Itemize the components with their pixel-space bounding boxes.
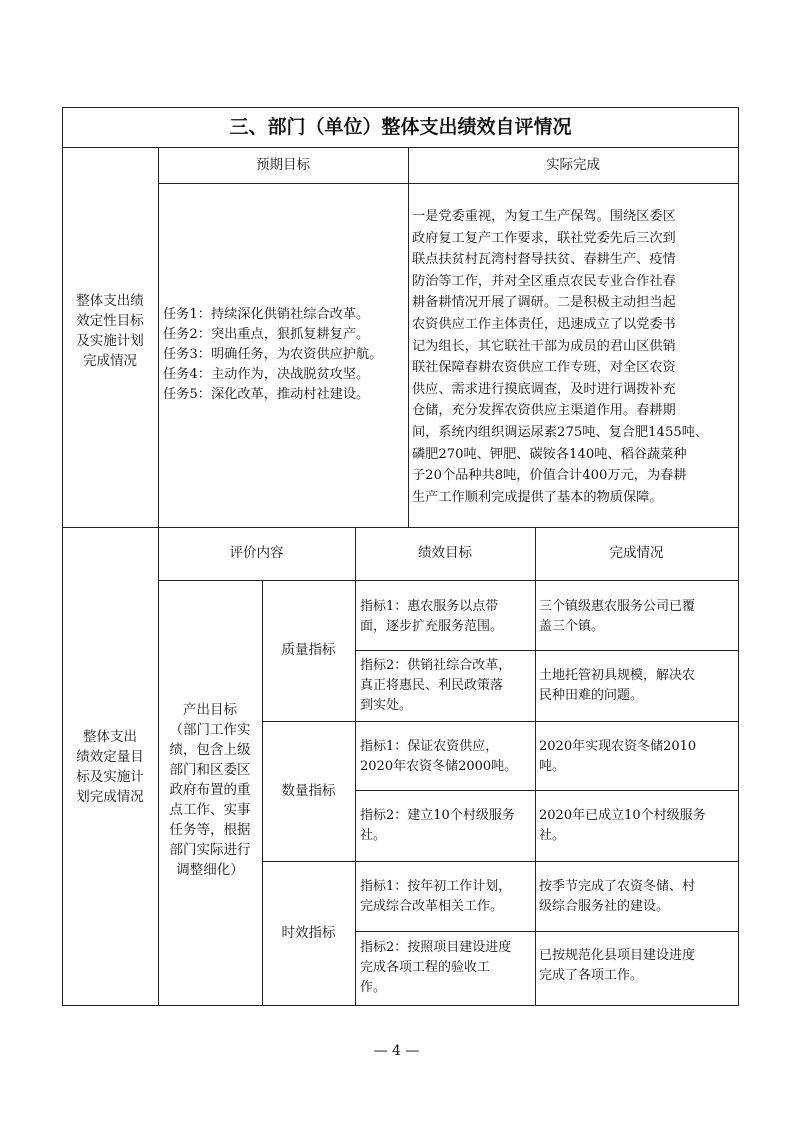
table-border-left — [62, 107, 63, 1006]
section-title: 三、部门（单位）整体支出绩效自评情况 — [229, 116, 572, 138]
qualitative-row-label: 整体支出绩 效定性目标 及实施计划 完成情况 — [76, 293, 144, 369]
actual-completion-text: 一是党委重视，为复工生产保驾。围绕区委区 政府复工复产工作要求，联社党委先后三次到 联点扶贫村瓦湾村督导扶贫、春耕生产、疫情 防治等工作，并对全区重点农民专业合作社春 耕备耕情况开展了调研。二是积极主动担当起 农资供应工作主体责任，迅速成立了以党委书 记为组长，其它联社干部为成员的君山区供销 联社保障春耕农资供应工作专班，对全区农资 供应、需求进行摸底调查，及时进行调拨补充 仓储，充分发挥农资供应主渠道作用。春耕期 间，系统内组织调运尿素275吨、复合肥1455吨、 磷肥270吨、钾肥、碳铵各140吨、稻谷蔬菜种 子20个品种共8吨，价值合计400万元，为春耕 生产工作顺利完成提供了基本的物质保障。 — [412, 209, 709, 505]
table-line — [355, 527, 356, 1006]
page-number: — 4 — — [373, 1043, 420, 1059]
list-item: 任务2：突出重点，狠抓复耕复产。 — [163, 327, 370, 342]
table-line — [262, 721, 739, 722]
actual-completion-header: 实际完成 — [546, 157, 600, 173]
table-line — [62, 147, 739, 148]
table-row-target: 指标2：按照项目建设进度 完成各项工程的验收工 作。 — [360, 940, 512, 995]
expected-task-list — [163, 305, 382, 405]
evaluation-content-header: 评价内容 — [229, 545, 284, 561]
table-line — [355, 790, 739, 791]
quantity-indicator-label: 数量指标 — [281, 783, 336, 799]
table-row-target: 指标2：建立10个村级服务 社。 — [360, 808, 515, 843]
table-row-result: 2020年已成立10个村级服务 社。 — [539, 808, 706, 843]
table-border-right — [738, 107, 739, 1006]
table-row-result: 三个镇级惠农服务公司已覆 盖三个镇。 — [539, 599, 696, 634]
expected-goal-header: 预期目标 — [256, 157, 310, 173]
table-row-result: 2020年实现农资冬储2010 吨。 — [539, 739, 697, 774]
table-line — [408, 147, 409, 528]
table-row-result: 按季节完成了农资冬储、村 级综合服务社的建设。 — [539, 879, 696, 914]
completion-status-header: 完成情况 — [609, 545, 664, 561]
table-row-result: 已按规范化县项目建设进度 完成了各项工作。 — [539, 948, 696, 983]
table-row-target: 指标1：惠农服务以点带 面，逐步扩充服务范围。 — [360, 599, 504, 634]
table-line — [158, 183, 739, 184]
table-line — [62, 527, 739, 528]
table-line — [355, 931, 739, 932]
table-row-result: 土地托管初具规模，解决农 民种田难的问题。 — [539, 668, 696, 703]
table-row-target: 指标2：供销社综合改革， 真正将惠民、利民政策落 到实处。 — [360, 658, 512, 713]
table-line — [158, 580, 739, 581]
quality-indicator-label: 质量指标 — [281, 642, 336, 658]
table-line — [355, 650, 739, 651]
output-goal-label: 产出目标 （部门工作实 绩，包含上级 部门和区委区 政府布置的重 点工作、实事 任务等，根据 部门实际进行 调整细化） — [169, 702, 251, 878]
table-row-target: 指标1：按年初工作计划， 完成综合改革相关工作。 — [360, 879, 512, 914]
table-border-bottom — [62, 1005, 739, 1006]
list-item: 任务1：持续深化供销社综合改革。 — [163, 307, 370, 322]
table-line — [262, 861, 739, 862]
table-line — [535, 527, 536, 1006]
list-item: 任务4：主动作为，决战脱贫攻坚。 — [163, 367, 370, 382]
quantitative-row-label: 整体支出 绩效定量目 标及实施计 划完成情况 — [76, 729, 144, 805]
table-row-target: 指标1：保证农资供应， 2020年农资冬储2000吨。 — [360, 739, 518, 774]
performance-target-header: 绩效目标 — [418, 545, 472, 561]
list-item: 任务5：深化改革，推动村社建设。 — [163, 387, 370, 402]
timeliness-indicator-label: 时效指标 — [281, 925, 336, 941]
list-item: 任务3：明确任务，为农资供应护航。 — [163, 347, 383, 362]
